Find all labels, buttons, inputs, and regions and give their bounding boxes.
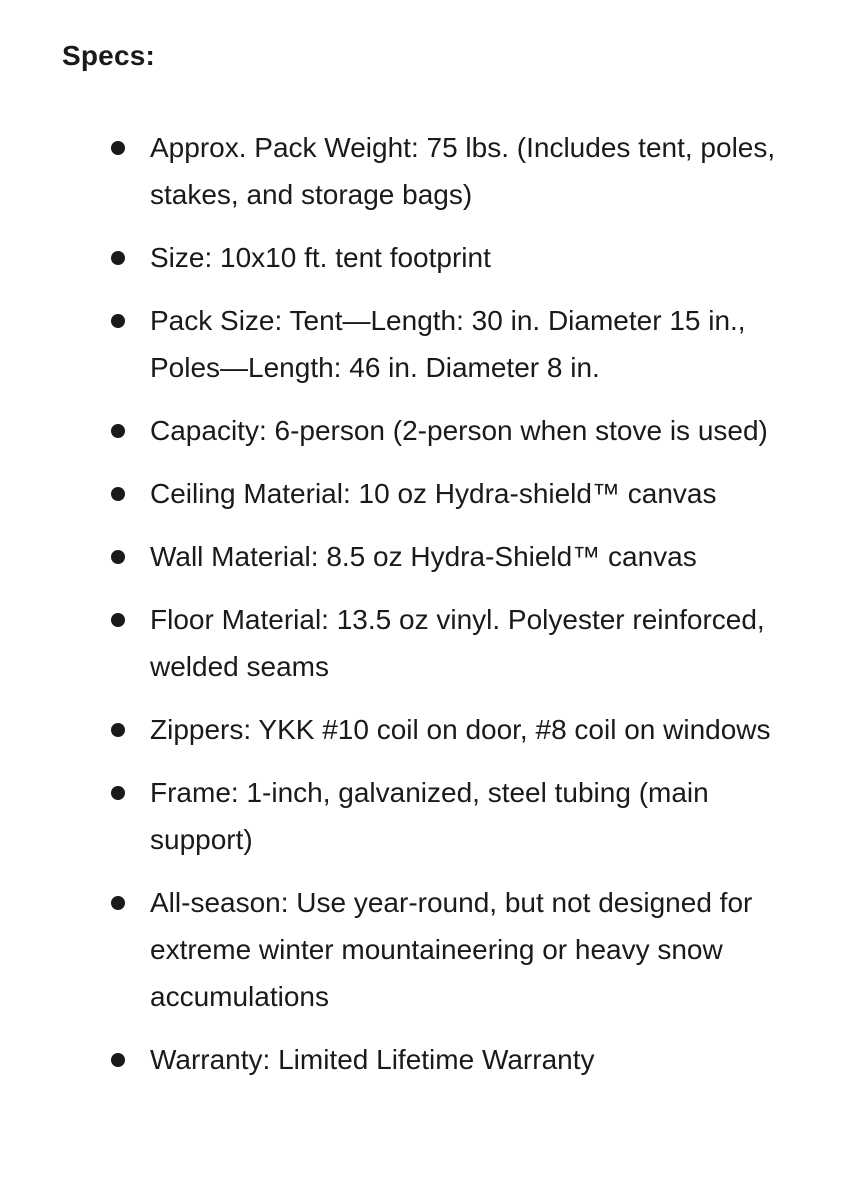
bullet-icon: [111, 314, 125, 328]
spec-item-ceiling-material: [0, 470, 852, 517]
spec-text: Pack Size: Tent—Length: 30 in. Diameter 15 in., Poles—Length: 46 in. Diameter 8 in.: [150, 305, 746, 383]
spec-text: Floor Material: 13.5 oz vinyl. Polyester reinforced, welded seams: [150, 604, 765, 682]
spec-item-wall-material: [0, 533, 852, 580]
spec-item-pack-size: [0, 297, 852, 391]
bullet-icon: [111, 613, 125, 627]
bullet-icon: [111, 896, 125, 910]
spec-text: Size: 10x10 ft. tent footprint: [150, 242, 491, 273]
spec-text: Wall Material: 8.5 oz Hydra-Shield™ canvas: [150, 541, 697, 572]
spec-text: Frame: 1-inch, galvanized, steel tubing (main support): [150, 777, 709, 855]
bullet-icon: [111, 487, 125, 501]
spec-text: All-season: Use year-round, but not designed for extreme winter mountaineering or heavy snow accumulations: [150, 887, 753, 1012]
spec-item-zippers: [0, 706, 852, 753]
spec-text: Zippers: YKK #10 coil on door, #8 coil on windows: [150, 714, 771, 745]
bullet-icon: [111, 786, 125, 800]
spec-text: Ceiling Material: 10 oz Hydra-shield™ canvas: [150, 478, 717, 509]
bullet-icon: [111, 550, 125, 564]
bullet-icon: [111, 1053, 125, 1067]
spec-item-all-season: [0, 879, 852, 1020]
spec-item-capacity: [0, 407, 852, 454]
specs-heading: Specs:: [62, 40, 156, 71]
bullet-icon: [111, 723, 125, 737]
spec-item-warranty: [0, 1036, 852, 1083]
spec-text: Capacity: 6-person (2-person when stove is used): [150, 415, 768, 446]
spec-text: Approx. Pack Weight: 75 lbs. (Includes tent, poles, stakes, and storage bags): [150, 132, 776, 210]
spec-item-size: [0, 234, 852, 281]
spec-text: Warranty: Limited Lifetime Warranty: [150, 1044, 595, 1075]
bullet-icon: [111, 424, 125, 438]
spec-item-floor-material: [0, 596, 852, 690]
specs-list: [0, 124, 852, 1083]
bullet-icon: [111, 141, 125, 155]
spec-item-frame: [0, 769, 852, 863]
spec-item-pack-weight: [0, 124, 852, 218]
bullet-icon: [111, 251, 125, 265]
